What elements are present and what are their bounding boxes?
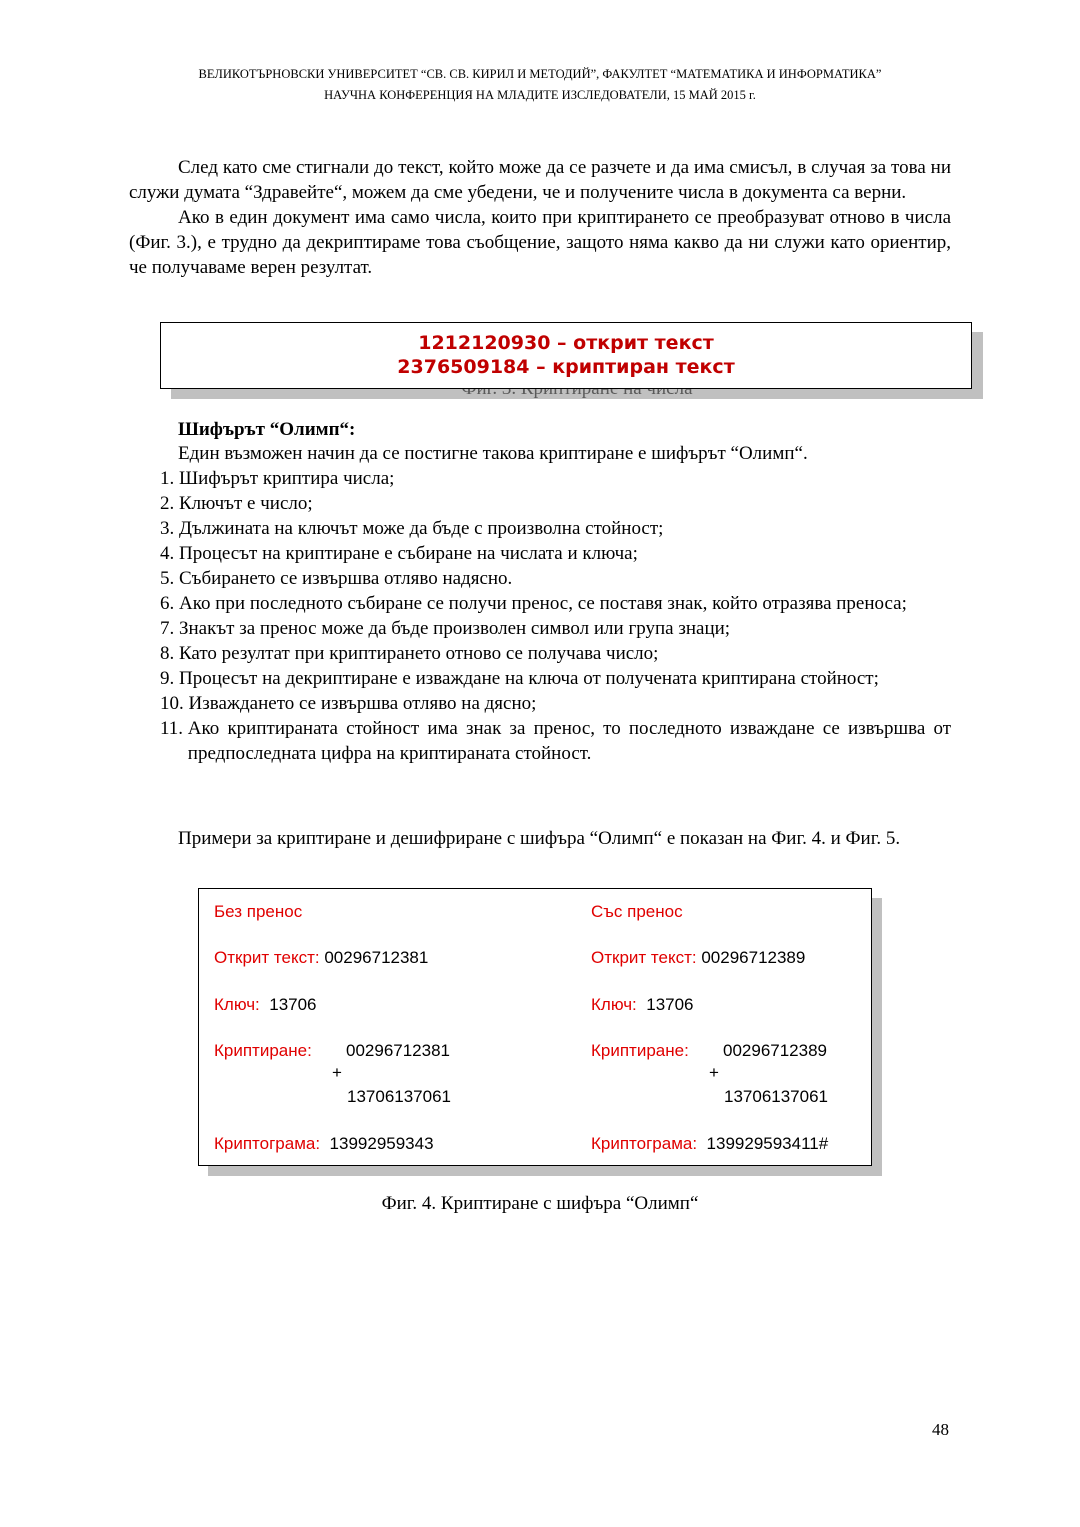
page-header: [0, 64, 1080, 106]
list-text: Шифърът криптира числа;: [179, 468, 395, 489]
list-number: 4.: [160, 543, 179, 564]
rule-list: [160, 466, 951, 766]
encryption-value-2: 13706137061: [724, 1087, 829, 1106]
open-text-label: Открит текст:: [591, 948, 697, 967]
figure-3: [160, 322, 972, 389]
list-item: [160, 466, 951, 491]
plus-sign: +: [332, 1063, 342, 1082]
list-text: Събирането се извършва отляво надясно.: [179, 568, 513, 589]
encryption-value-2: 13706137061: [347, 1087, 452, 1106]
list-number: 1.: [160, 468, 179, 489]
figure-4-caption: Фиг. 4. Криптиране с шифъра “Олимп“: [381, 1193, 699, 1214]
list-item: [160, 491, 951, 516]
list-item: [160, 516, 951, 541]
open-text-label: Открит текст:: [214, 948, 320, 967]
encryption-value-1: 00296712381: [346, 1041, 451, 1060]
cryptogram-label: Криптограма:: [214, 1134, 321, 1153]
list-item: [160, 666, 951, 691]
list-number: 10.: [160, 693, 189, 714]
open-text-value: 00296712381: [324, 948, 429, 967]
list-item: [160, 716, 951, 766]
list-text: Знакът за пренос може да бъде произволен символ или група знаци;: [179, 618, 731, 639]
list-text: Ключът е число;: [179, 493, 313, 514]
list-text: Ако криптираната стойност има знак за пренос, то последното изваждане се извършва от предпоследната цифра на криптираната стойност.: [187, 718, 951, 764]
list-text: Ако при последното събиране се получи пренос, се поставя знак, който отразява преноса;: [179, 593, 907, 614]
list-item: [160, 541, 951, 566]
example-title: Със пренос: [591, 902, 683, 921]
list-number: 9.: [160, 668, 179, 689]
list-text: Като резултат при криптирането отново се получава число;: [179, 643, 659, 664]
header-university: ВЕЛИКОТЪРНОВСКИ УНИВЕРСИТЕТ “СВ. СВ. КИРИЛ И МЕТОДИЙ”, ФАКУЛТЕТ “МАТЕМАТИКА И ИНФОРМАТИКА”: [198, 67, 882, 81]
list-text: Процесът на декриптиране е изваждане на ключа от получената криптирана стойност;: [179, 668, 879, 689]
figure-4: [198, 888, 872, 1166]
encryption-label: Криптиране:: [591, 1041, 689, 1060]
cryptogram-label: Криптограма:: [591, 1134, 698, 1153]
list-text: Дължината на ключът може да бъде с произволна стойност;: [179, 518, 664, 539]
list-number: 11.: [160, 718, 188, 739]
encryption-value-1: 00296712389: [723, 1041, 828, 1060]
key-value: 13706: [646, 995, 694, 1014]
list-item: [160, 566, 951, 591]
paragraph: Ако в един документ има само числа, които при криптирането се преобразуват отново в числа (Фиг. 3.), е трудно да декриптираме това съобщение, защото няма какво да ни служи като ориентир, че получаваме верен резултат.: [129, 207, 951, 278]
key-label: Ключ:: [591, 995, 637, 1014]
list-item: [160, 691, 951, 716]
list-number: 6.: [160, 593, 179, 614]
paragraph: След като сме стигнали до текст, който може да се разчете и да има смисъл, в случая за това ни служи думата “Здравейте“, можем да сме убедени, че и получените числа в документа са верни.: [129, 157, 951, 203]
ciphertext-line: 2376509184 – криптиран текст: [397, 356, 735, 378]
open-text-value: 00296712389: [701, 948, 806, 967]
plus-sign: +: [709, 1063, 719, 1082]
cryptogram-value: 139929593411#: [706, 1134, 829, 1153]
header-conference: НАУЧНА КОНФЕРЕНЦИЯ НА МЛАДИТЕ ИЗСЛЕДОВАТЕЛИ, 15 МАЙ 2015 г.: [324, 88, 756, 102]
example-title: Без пренос: [214, 902, 303, 921]
section-intro: Един възможен начин да се постигне такова криптиране е шифърът “Олимп“.: [178, 443, 808, 464]
key-label: Ключ:: [214, 995, 260, 1014]
list-text: Изваждането се извършва отляво на дясно;: [188, 693, 537, 714]
list-number: 3.: [160, 518, 179, 539]
section-title: Шифърът “Олимп“:: [178, 419, 356, 440]
list-number: 5.: [160, 568, 179, 589]
list-item: [160, 616, 951, 641]
list-item: [160, 641, 951, 666]
figure-3-box: [160, 322, 972, 389]
list-number: 8.: [160, 643, 179, 664]
figure-4-box: [198, 888, 872, 1166]
examples-paragraph-block: [129, 826, 951, 851]
key-value: 13706: [269, 995, 317, 1014]
list-item: [160, 591, 951, 616]
list-number: 2.: [160, 493, 179, 514]
page-number: 48: [932, 1420, 949, 1439]
encryption-label: Криптиране:: [214, 1041, 312, 1060]
paragraph: Примери за криптиране и дешифриране с шифъра “Олимп“ е показан на Фиг. 4. и Фиг. 5.: [178, 828, 901, 849]
intro-paragraphs: [129, 155, 951, 280]
list-text: Процесът на криптиране е събиране на числата и ключа;: [179, 543, 638, 564]
cryptogram-value: 13992959343: [329, 1134, 434, 1153]
plaintext-line: 1212120930 – открит текст: [418, 332, 714, 354]
list-number: 7.: [160, 618, 179, 639]
